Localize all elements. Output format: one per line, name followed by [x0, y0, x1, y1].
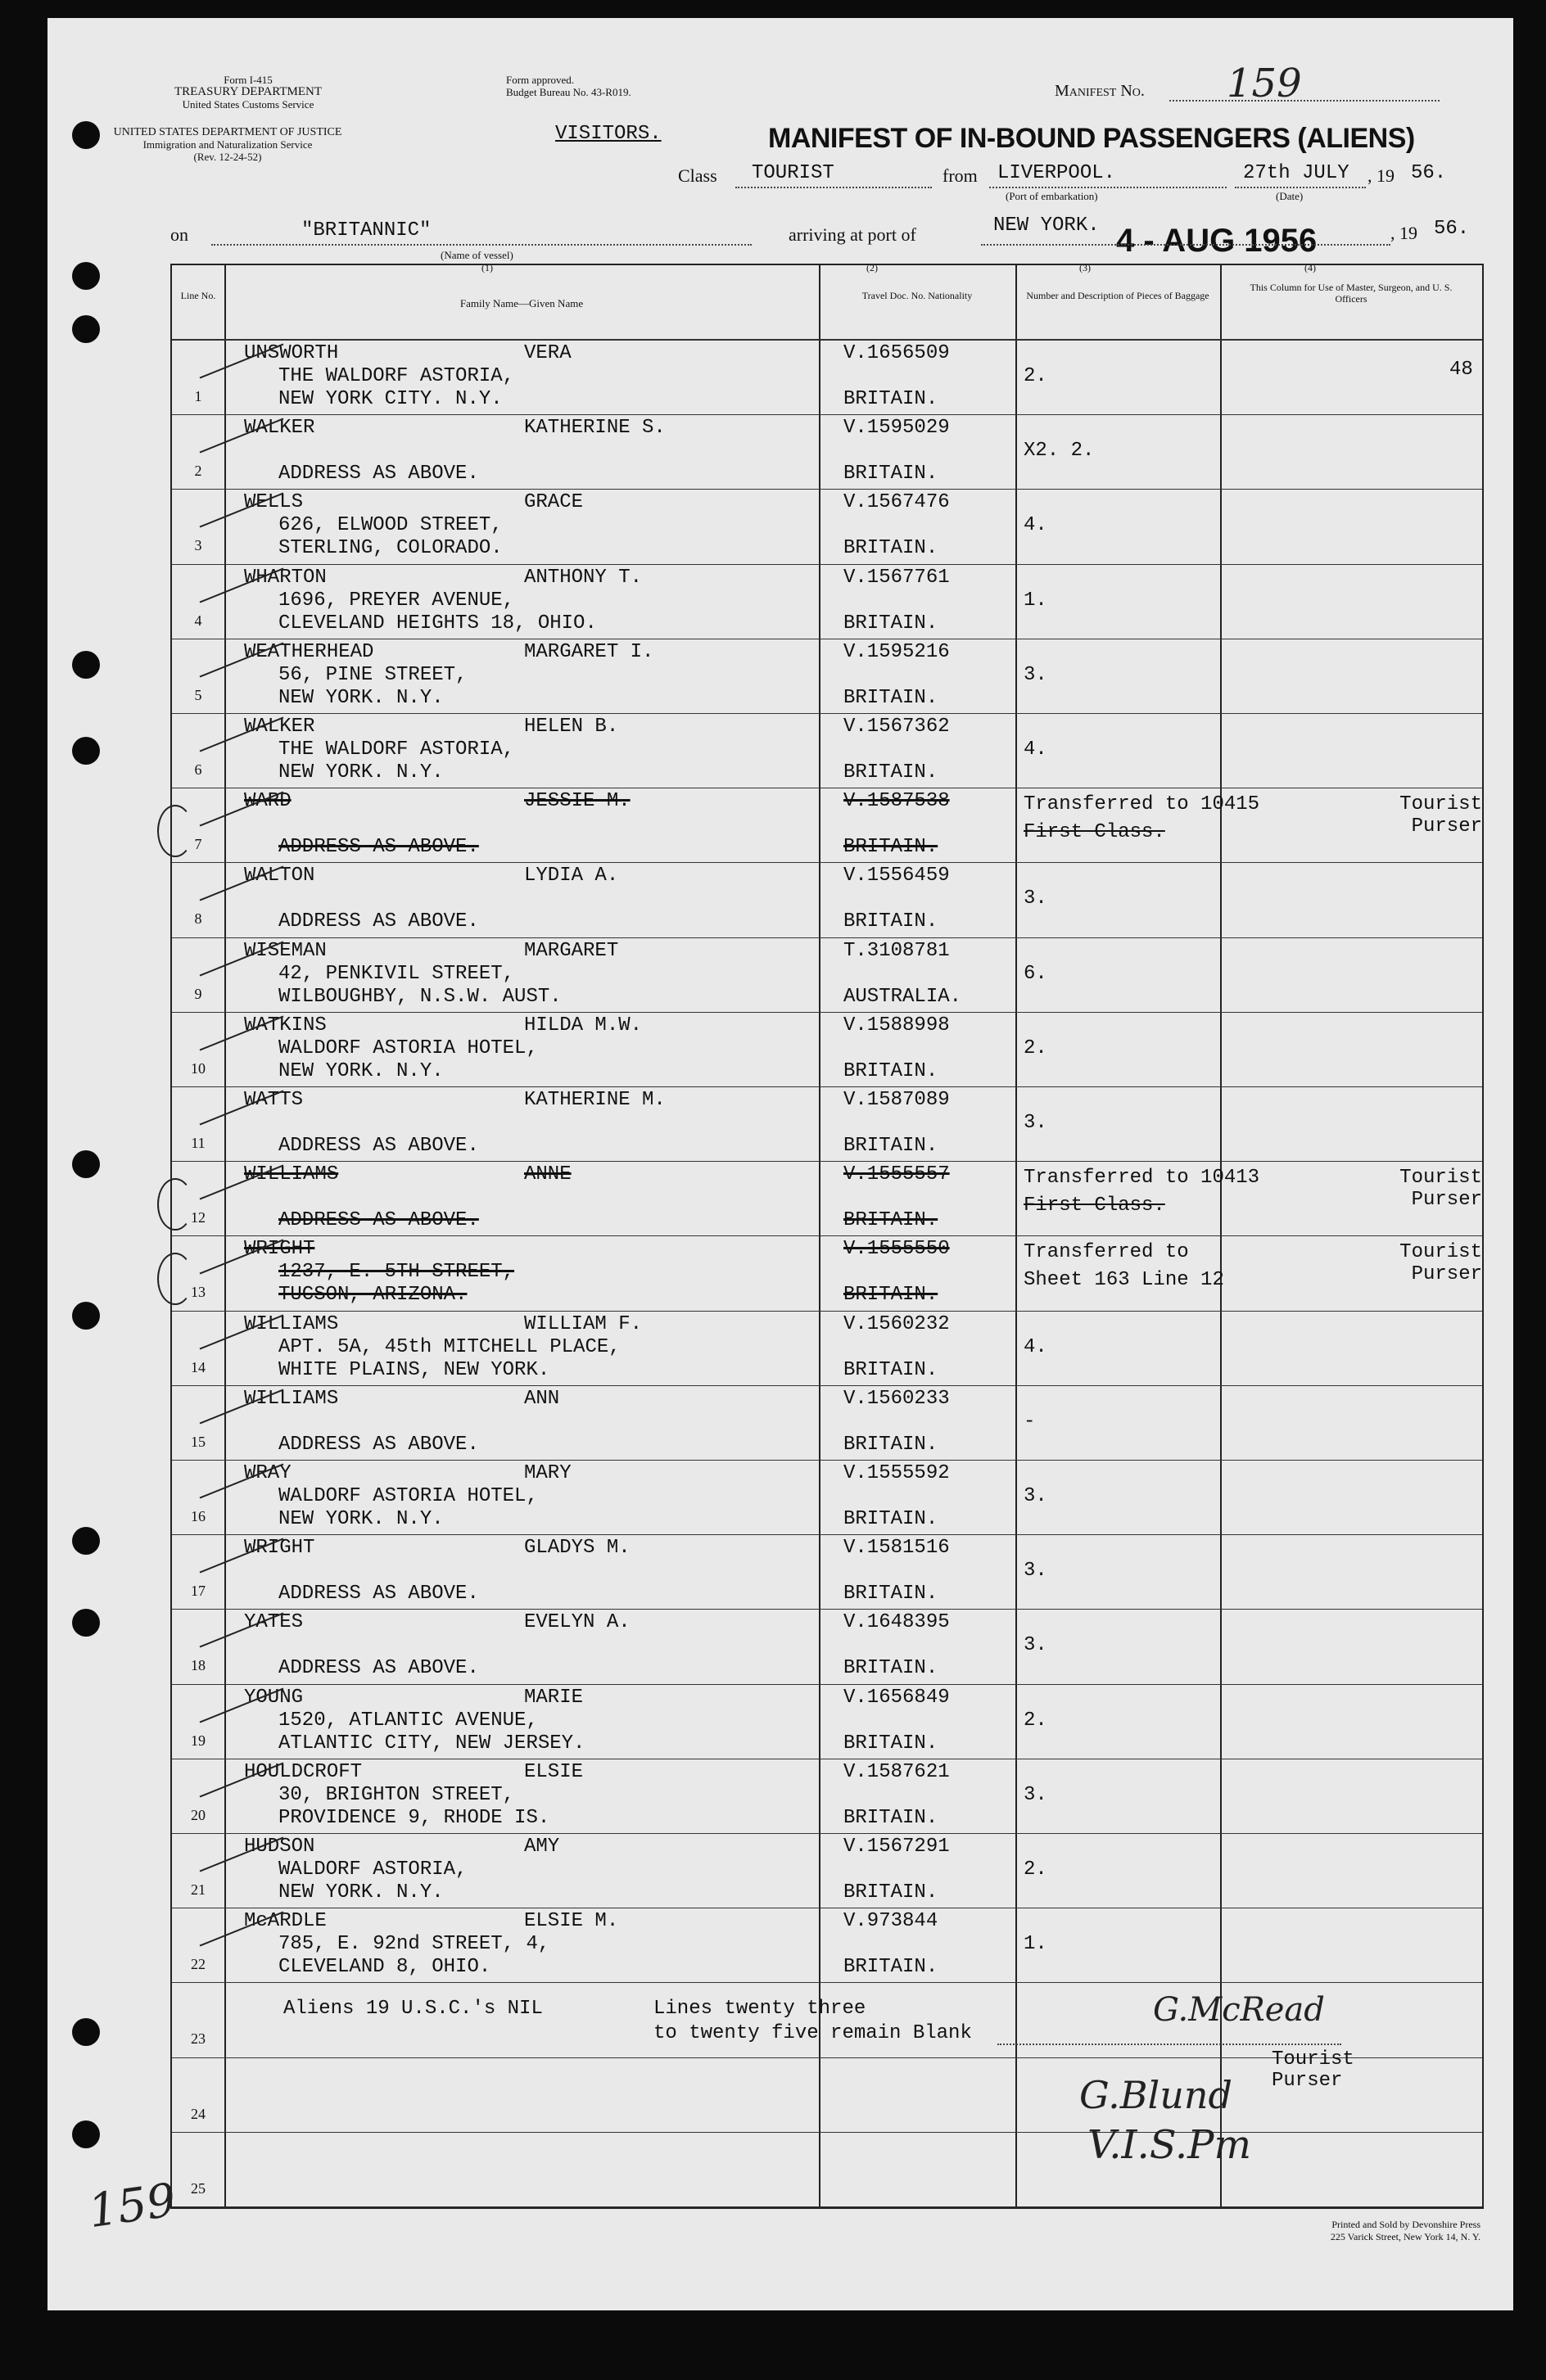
surname: WILLIAMS: [244, 1163, 339, 1186]
table-row: [172, 1908, 1482, 1984]
binder-hole: [72, 2120, 100, 2148]
nationality: BRITAIN.: [843, 1059, 938, 1082]
given-name: MARY: [524, 1462, 572, 1484]
travel-doc-no: V.1567362: [843, 716, 950, 738]
line-number: 20: [191, 1806, 206, 1823]
form-id-block: [146, 74, 350, 111]
given-name: ANN: [524, 1387, 560, 1410]
address-line-2: ADDRESS AS ABOVE.: [278, 1583, 479, 1605]
nationality: BRITAIN.: [843, 1732, 938, 1755]
line-number: 1: [194, 388, 202, 404]
address-line-2: CLEVELAND HEIGHTS 18, OHIO.: [278, 612, 597, 635]
address-line-1: 30, BRIGHTON STREET,: [278, 1783, 515, 1806]
nationality: BRITAIN.: [843, 463, 938, 485]
cancel-circle-mark: [157, 805, 193, 857]
travel-doc-no: V.1567761: [843, 566, 950, 589]
printer-credit: [1137, 2219, 1480, 2243]
table-row: [172, 1535, 1482, 1610]
header-doc: Travel Doc. No. Nationality: [861, 290, 973, 301]
address-line-1: 1696, PREYER AVENUE,: [278, 589, 515, 612]
surname: WELLS: [244, 491, 304, 514]
revision-date: (Rev. 12-24-52): [193, 151, 262, 163]
line-number: 22: [191, 1956, 206, 1973]
departure-date: 27th JULY: [1243, 162, 1349, 184]
given-name: KATHERINE M.: [524, 1089, 666, 1111]
manifest-no-value: 159: [1227, 61, 1302, 106]
line-number: 10: [191, 1059, 206, 1077]
surname: WRIGHT: [244, 1238, 315, 1261]
officer-note: Tourist Purser: [1399, 1167, 1494, 1212]
aliens-note: Aliens 19 U.S.C.'s NIL: [283, 1998, 543, 2020]
page-handwritten-mark: 159: [84, 2173, 179, 2239]
header-name: Family Name—Given Name: [459, 297, 584, 309]
form-number: Form I-415: [224, 74, 273, 86]
travel-doc-no: V.1656849: [843, 1686, 950, 1709]
passenger-table: [170, 264, 1494, 2209]
binder-hole: [72, 2018, 100, 2046]
address-line-1: 56, PINE STREET,: [278, 663, 468, 686]
binder-hole: [72, 651, 100, 679]
travel-doc-no: V.1555550: [843, 1238, 950, 1261]
baggage-count: -: [1024, 1410, 1036, 1433]
baggage-count: 3.: [1024, 1634, 1047, 1657]
binder-hole: [72, 1302, 100, 1330]
arrival-date-stamp: 4 - AUG 1956: [1116, 223, 1318, 259]
travel-doc-no: V.1556459: [843, 865, 950, 887]
baggage-count: 3.: [1024, 1783, 1047, 1806]
baggage-count: 3.: [1024, 1560, 1047, 1583]
travel-doc-no: V.1648395: [843, 1611, 950, 1634]
address-line-1: THE WALDORF ASTORIA,: [278, 738, 515, 761]
surname: McARDLE: [244, 1910, 327, 1933]
treasury-dept: TREASURY DEPARTMENT: [174, 85, 323, 98]
address-line-2: WHITE PLAINS, NEW YORK.: [278, 1358, 550, 1381]
surname: HOULDCROFT: [244, 1760, 363, 1783]
travel-doc-no: V.1581516: [843, 1537, 950, 1560]
baggage-count: X2. 2.: [1024, 440, 1095, 463]
table-row: [172, 565, 1482, 640]
given-name: JESSIE M.: [524, 790, 631, 813]
nationality: BRITAIN.: [843, 1881, 938, 1904]
table-row: [172, 1834, 1482, 1909]
travel-doc-no: V.1588998: [843, 1014, 950, 1036]
table-row: [172, 1162, 1494, 1237]
nationality: BRITAIN.: [843, 1657, 938, 1680]
travel-doc-no: V.1595216: [843, 640, 950, 663]
address-line-2: NEW YORK. N.Y.: [278, 1059, 444, 1082]
surname: WATTS: [244, 1089, 304, 1111]
address-line-2: ATLANTIC CITY, NEW JERSEY.: [278, 1732, 585, 1755]
nationality: BRITAIN.: [843, 686, 938, 709]
surname: WHARTON: [244, 566, 327, 589]
footer-purser: Purser: [1272, 2070, 1343, 2092]
table-row: [172, 1386, 1482, 1461]
class-label: Class: [678, 165, 717, 186]
table-row: [172, 1236, 1494, 1312]
baggage-count: 3.: [1024, 1112, 1047, 1134]
nationality: BRITAIN.: [843, 537, 938, 560]
table-row: [172, 639, 1482, 715]
col-4-num: (4): [1304, 262, 1316, 273]
table-row: [172, 714, 1482, 789]
baggage-count: 2.: [1024, 1709, 1047, 1732]
given-name: MARGARET: [524, 939, 619, 962]
departure-year: 56.: [1411, 162, 1447, 184]
line-number: 25: [191, 2179, 206, 2197]
address-line-2: NEW YORK. N.Y.: [278, 761, 444, 784]
address-line-1: WALDORF ASTORIA HOTEL,: [278, 1036, 538, 1059]
address-line-2: NEW YORK CITY. N.Y.: [278, 388, 503, 410]
cancel-circle-mark: [157, 1178, 193, 1231]
printer-line-1: Printed and Sold by Devonshire Press: [1331, 2219, 1480, 2230]
surname: WALTON: [244, 865, 315, 887]
address-line-2: ADDRESS AS ABOVE.: [278, 1209, 479, 1232]
line-number: 14: [191, 1358, 206, 1375]
date-caption: (Date): [1276, 190, 1304, 202]
baggage-count: 4.: [1024, 514, 1047, 537]
surname: WRAY: [244, 1462, 292, 1484]
officer-signature-1: G.Blund: [1079, 2073, 1232, 2117]
baggage-count: 3.: [1024, 887, 1047, 910]
baggage-count: 2.: [1024, 365, 1047, 387]
header-officers: This Column for Use of Master, Surgeon, and U. S. Officers: [1250, 282, 1453, 305]
given-name: ANTHONY T.: [524, 566, 643, 589]
arrival-year-prefix: , 19: [1390, 223, 1417, 243]
table-row: [172, 1312, 1482, 1387]
surname: WRIGHT: [244, 1537, 315, 1560]
on-label: on: [170, 224, 188, 245]
line-number: 4: [194, 612, 202, 629]
address-line-2: ADDRESS AS ABOVE.: [278, 1433, 479, 1456]
nationality: BRITAIN.: [843, 836, 938, 859]
given-name: VERA: [524, 342, 572, 364]
line-number: 24: [191, 2105, 206, 2122]
form-approved: Form approved.: [506, 74, 575, 86]
header-line-no: Line No.: [180, 290, 216, 301]
baggage-count: 1.: [1024, 1933, 1047, 1956]
line-number: 21: [191, 1881, 206, 1898]
nationality: BRITAIN.: [843, 612, 938, 635]
baggage-count: 2.: [1024, 1036, 1047, 1059]
surname: UNSWORTH: [244, 342, 339, 364]
address-line-2: STERLING, COLORADO.: [278, 537, 503, 560]
approval-block: [506, 74, 719, 98]
address-line-2: NEW YORK. N.Y.: [278, 686, 444, 709]
officer-signature-2: V.I.S.Pm: [1087, 2122, 1251, 2168]
address-line-1: 1520, ATLANTIC AVENUE,: [278, 1709, 538, 1732]
customs-service: United States Customs Service: [182, 98, 314, 111]
given-name: ELSIE M.: [524, 1910, 619, 1933]
class-value: TOURIST: [752, 162, 834, 184]
officer-note: Tourist Purser: [1399, 1241, 1494, 1286]
travel-doc-no: V.1567291: [843, 1836, 950, 1858]
nationality: BRITAIN.: [843, 1583, 938, 1605]
surname: WALKER: [244, 716, 315, 738]
travel-doc-no: T.3108781: [843, 939, 950, 962]
visitors-label: VISITORS.: [555, 123, 662, 145]
given-name: EVELYN A.: [524, 1611, 631, 1634]
baggage-count: Transferred to 10413: [1024, 1167, 1260, 1190]
address-line-2: ADDRESS AS ABOVE.: [278, 1657, 479, 1680]
surname: YOUNG: [244, 1686, 304, 1709]
line-number: 8: [194, 910, 202, 928]
address-line-2: WILBOUGHBY, N.S.W. AUST.: [278, 985, 562, 1008]
line-number: 2: [194, 463, 202, 480]
officer-note: 48: [1449, 359, 1473, 381]
manifest-title: MANIFEST OF IN-BOUND PASSENGERS (ALIENS): [768, 123, 1415, 154]
blank-lines-note-1: Lines twenty three: [653, 1998, 866, 2020]
address-line-1: WALDORF ASTORIA,: [278, 1858, 468, 1881]
line-number: 3: [194, 537, 202, 554]
line-number: 9: [194, 985, 202, 1002]
address-line-1: THE WALDORF ASTORIA,: [278, 365, 515, 387]
budget-bureau: Budget Bureau No. 43-R019.: [506, 86, 631, 98]
line-number: 6: [194, 761, 202, 778]
table-row: [172, 1087, 1482, 1163]
given-name: MARIE: [524, 1686, 584, 1709]
given-name: ELSIE: [524, 1760, 584, 1783]
table-row: [172, 938, 1482, 1014]
nationality: BRITAIN.: [843, 761, 938, 784]
arriving-label: arriving at port of: [789, 224, 916, 245]
table-row: [172, 2133, 1482, 2208]
binder-hole: [72, 1609, 100, 1637]
baggage-count: 6.: [1024, 962, 1047, 985]
col-3-num: (3): [1079, 262, 1091, 273]
table-row: [172, 788, 1494, 864]
baggage-count: 3.: [1024, 663, 1047, 686]
nationality: BRITAIN.: [843, 1806, 938, 1829]
ins-service: Immigration and Naturalization Service: [142, 138, 313, 151]
address-line-2: ADDRESS AS ABOVE.: [278, 1135, 479, 1157]
manifest-no-label: Manifest No.: [1055, 82, 1145, 100]
baggage-note: Sheet 163 Line 12: [1024, 1269, 1224, 1292]
date-line: [1235, 187, 1366, 188]
address-line-2: PROVIDENCE 9, RHODE IS.: [278, 1806, 550, 1829]
surname: YATES: [244, 1611, 304, 1634]
given-name: WILLIAM F.: [524, 1312, 643, 1335]
surname: WILLIAMS: [244, 1387, 339, 1410]
binder-hole: [72, 1150, 100, 1178]
port-embark-caption: (Port of embarkation): [1006, 190, 1098, 202]
officer-note: Tourist Purser: [1399, 793, 1494, 838]
line-number: 16: [191, 1508, 206, 1524]
address-line-2: NEW YORK. N.Y.: [278, 1508, 444, 1530]
col-2-num: (2): [866, 262, 878, 273]
travel-doc-no: V.1587538: [843, 790, 950, 813]
surname: HUDSON: [244, 1836, 315, 1858]
surname: WILLIAMS: [244, 1312, 339, 1335]
footer-tourist: Tourist: [1272, 2048, 1354, 2071]
nationality: BRITAIN.: [843, 910, 938, 933]
travel-doc-no: V.1560232: [843, 1312, 950, 1335]
travel-doc-no: V.1656509: [843, 342, 950, 364]
baggage-note: First Class.: [1024, 821, 1165, 844]
binder-hole: [72, 262, 100, 290]
given-name: KATHERINE S.: [524, 417, 666, 440]
line-number: 23: [191, 2030, 206, 2048]
travel-doc-no: V.973844: [843, 1910, 938, 1933]
surname: WALKER: [244, 417, 315, 440]
blank-lines-note-2: to twenty five remain Blank: [653, 2022, 972, 2044]
baggage-count: Transferred to 10415: [1024, 793, 1260, 816]
blank-dots: [997, 2044, 1341, 2045]
travel-doc-no: V.1567476: [843, 491, 950, 514]
nationality: BRITAIN.: [843, 1358, 938, 1381]
surname: WATKINS: [244, 1014, 327, 1036]
address-line-2: CLEVELAND 8, OHIO.: [278, 1956, 491, 1979]
travel-doc-no: V.1555557: [843, 1163, 950, 1186]
address-line-1: 785, E. 92nd STREET, 4,: [278, 1933, 550, 1956]
table-row: [172, 1759, 1482, 1835]
travel-doc-no: V.1595029: [843, 417, 950, 440]
binder-hole: [72, 737, 100, 765]
address-line-2: ADDRESS AS ABOVE.: [278, 836, 479, 859]
address-line-1: APT. 5A, 45th MITCHELL PLACE,: [278, 1335, 621, 1358]
baggage-count: 4.: [1024, 738, 1047, 761]
arrival-line: [981, 244, 1390, 246]
address-line-2: TUCSON, ARIZONA.: [278, 1284, 468, 1307]
line-number: 19: [191, 1732, 206, 1749]
line-number: 18: [191, 1657, 206, 1674]
col-1-num: (1): [481, 262, 493, 273]
printer-line-2: 225 Varick Street, New York 14, N. Y.: [1330, 2231, 1480, 2242]
purser-signature-footer: G.McRead: [1153, 1991, 1325, 2029]
from-value: LIVERPOOL.: [997, 162, 1116, 184]
cancel-circle-mark: [157, 1253, 193, 1305]
nationality: BRITAIN.: [843, 1135, 938, 1157]
vessel-name: "BRITANNIC": [301, 219, 432, 242]
nationality: AUSTRALIA.: [843, 985, 962, 1008]
nationality: BRITAIN.: [843, 1508, 938, 1530]
address-line-2: NEW YORK. N.Y.: [278, 1881, 444, 1904]
baggage-count: 2.: [1024, 1858, 1047, 1881]
nationality: BRITAIN.: [843, 1956, 938, 1979]
given-name: HELEN B.: [524, 716, 619, 738]
travel-doc-no: V.1555592: [843, 1462, 950, 1484]
address-line-2: ADDRESS AS ABOVE.: [278, 463, 479, 485]
manifest-sheet: [47, 18, 1513, 2310]
surname: WARD: [244, 790, 292, 813]
nationality: BRITAIN.: [843, 1284, 938, 1307]
line-number: 15: [191, 1433, 206, 1450]
line-number: 11: [191, 1135, 206, 1151]
binder-hole: [72, 121, 100, 149]
arrival-port: NEW YORK.: [993, 215, 1100, 237]
address-line-1: 1237, E. 5TH STREET,: [278, 1261, 515, 1284]
table-row: [172, 490, 1482, 565]
justice-block: [97, 126, 359, 163]
travel-doc-no: V.1587089: [843, 1089, 950, 1111]
year-prefix: , 19: [1367, 165, 1395, 186]
vessel-caption: (Name of vessel): [441, 249, 513, 261]
table-row: [172, 863, 1482, 938]
arrival-year: 56.: [1434, 218, 1470, 240]
nationality: BRITAIN.: [843, 1209, 938, 1232]
given-name: HILDA M.W.: [524, 1014, 643, 1036]
binder-hole: [72, 1527, 100, 1555]
table-row: [172, 1013, 1482, 1088]
line-number: 7: [194, 836, 202, 853]
table-row: [172, 415, 1482, 490]
line-number: 13: [191, 1284, 206, 1301]
given-name: LYDIA A.: [524, 865, 619, 887]
vessel-line: [211, 244, 752, 246]
baggage-count: 4.: [1024, 1335, 1047, 1358]
address-line-1: 626, ELWOOD STREET,: [278, 514, 503, 537]
line-number: 17: [191, 1583, 206, 1600]
given-name: AMY: [524, 1836, 560, 1858]
line-number: 5: [194, 686, 202, 703]
justice-dept: UNITED STATES DEPARTMENT OF JUSTICE: [113, 126, 342, 138]
baggage-count: 3.: [1024, 1485, 1047, 1507]
nationality: BRITAIN.: [843, 388, 938, 410]
given-name: ANNE: [524, 1163, 572, 1186]
table-row: [172, 1610, 1482, 1685]
baggage-note: First Class.: [1024, 1195, 1165, 1217]
address-line-2: ADDRESS AS ABOVE.: [278, 910, 479, 933]
class-line: [735, 187, 932, 188]
surname: WISEMAN: [244, 939, 327, 962]
from-label: from: [943, 165, 978, 186]
surname: WEATHERHEAD: [244, 640, 374, 663]
address-line-1: WALDORF ASTORIA HOTEL,: [278, 1485, 538, 1507]
line-number: 12: [191, 1209, 206, 1226]
from-line: [989, 187, 1227, 188]
binder-hole: [72, 315, 100, 343]
given-name: MARGARET I.: [524, 640, 654, 663]
table-row: [172, 341, 1482, 416]
given-name: GLADYS M.: [524, 1537, 631, 1560]
header-baggage: Number and Description of Pieces of Baggage: [1026, 290, 1209, 301]
baggage-count: 1.: [1024, 589, 1047, 612]
table-row: [172, 1685, 1482, 1760]
travel-doc-no: V.1560233: [843, 1387, 950, 1410]
row-rule: [172, 2206, 1482, 2207]
nationality: BRITAIN.: [843, 1433, 938, 1456]
given-name: GRACE: [524, 491, 584, 514]
table-row: [172, 1461, 1482, 1536]
address-line-1: 42, PENKIVIL STREET,: [278, 962, 515, 985]
baggage-count: Transferred to: [1024, 1241, 1189, 1264]
manifest-no-line: [1169, 100, 1440, 102]
travel-doc-no: V.1587621: [843, 1760, 950, 1783]
